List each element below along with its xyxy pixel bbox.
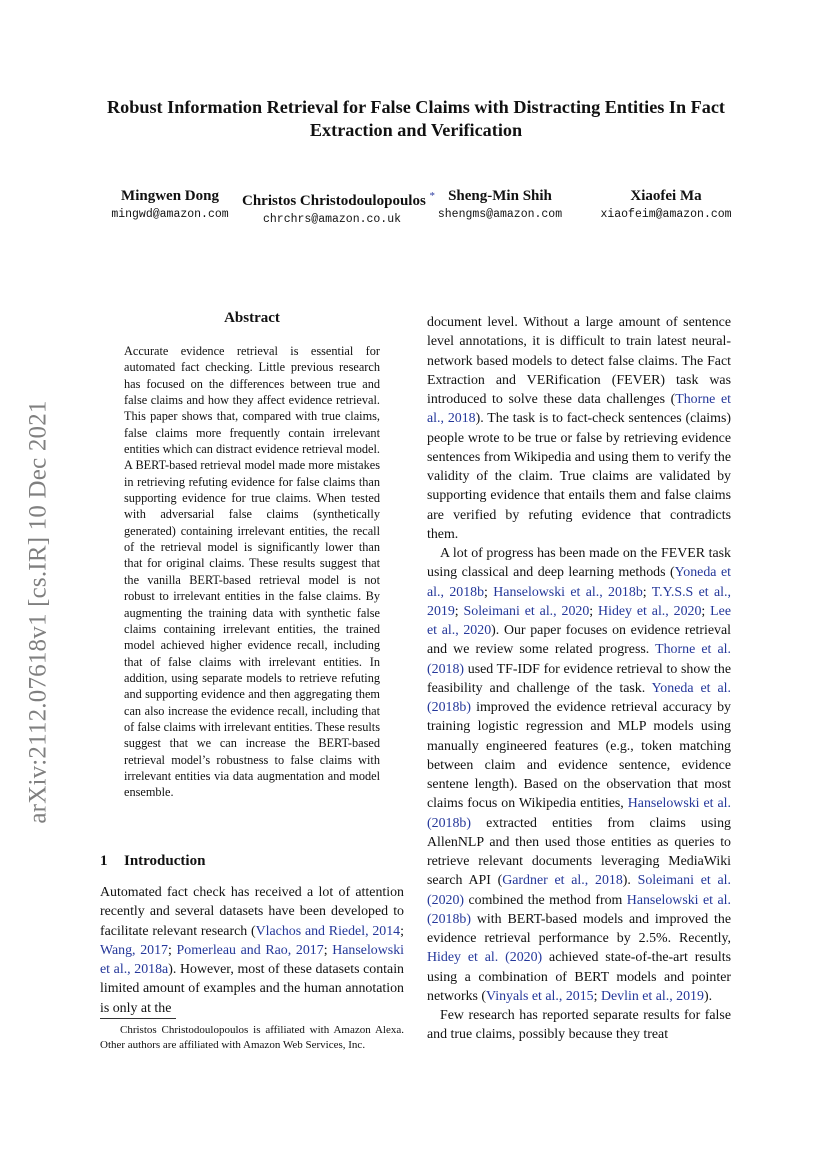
citation-link[interactable]: T.Y.S.S et al., 2019 [427,584,731,619]
intro-left-column [100,883,404,1018]
citation-link[interactable]: Soleimani et al. (2020) [427,873,731,908]
citation-link[interactable]: Vlachos and Riedel, 2014 [255,923,401,939]
paragraph-text: ; [589,603,599,619]
author-email: mingwd@amazon.com [111,208,229,221]
author-email: xiaofeim@amazon.com [600,208,732,221]
citation-link[interactable]: Wang, 2017 [100,942,168,958]
citation-link[interactable]: Yoneda et al., 2018b [427,565,731,600]
intro-paragraph-3 [427,1006,731,1045]
paragraph-text: ). Our paper focuses on evidence retrieval and we review some related progress. [427,623,731,658]
paragraph-text: Automated fact check has received a lot of attention recently and several datasets have been developed to facilitate relevant research ( [100,885,404,939]
citation-link[interactable]: Devlin et al., 2019 [600,988,704,1004]
intro-paragraph-1 [100,883,404,1018]
author-3 [428,186,572,224]
paragraph-text: document level. Without a large amount of sentence level annotations, it is difficult to train latest neural-network based models to detect false claims. The Fact Extraction and VERification (FEVER) task was introduced to solve these data challenges ( [427,315,731,407]
paragraph-text: ; [454,603,464,619]
section-heading-introduction [100,853,205,870]
paragraph-text: ; [400,923,404,939]
footnote-marker: * [429,190,436,202]
citation-link[interactable]: Yoneda et al. (2018b) [427,680,731,715]
intro-paragraph-1-cont [427,313,731,544]
citation-link[interactable]: Hanselowski et al. (2018b) [427,796,731,831]
citation-link[interactable]: Hanselowski et al. (2018b) [427,892,731,927]
citation-link[interactable]: Hidey et al. (2020) [427,950,543,966]
paragraph-text: with BERT-based models and improved the evidence retrieval performance by 2.5%. Recently, [427,911,731,946]
citation-link[interactable]: Lee et al., 2020 [427,603,731,638]
abstract-body: Accurate evidence retrieval is essential for automated fact checking. Little previous research has focused on the differences between true and false claims and how they affect evidence retrieval. This paper shows that, compared with true claims, false claims more frequently contain irrelevant entities which can distract evidence retrieval model. A BERT-based retrieval model made more mistakes in retrieving refuting evidence for false claims than supporting evidence for true claims. When tested with adversarial false claims (synthetically generated) containing irrelevant entities, the recall of the retrieval model is significantly lower than that for original claims. These results suggest that the vanilla BERT-based retrieval model is not robust to irrelevant entities in the false claims. By augmenting the training data with synthetic false claims containing irrelevant entities, the trained model achieved higher evidence recall, including that of false claims with irrelevant entities. In addition, using separate models to retrieve refuting and supporting evidence and then aggregating them can also increase the evidence recall, including that of false claims with irrelevant entities. These results suggest that we can increase the BERT-based retrieval model’s robustness to false claims with irrelevant entities via data augmentation and model ensemble. [124,344,380,800]
author-1 [100,186,240,224]
citation-link[interactable]: Pomerleau and Rao, 2017 [176,942,324,958]
author-name: Xiaofei Ma [630,188,702,204]
paragraph-text: combined the method from [464,892,627,908]
paragraph-text: ). However, most of these datasets contain limited amount of examples and the human annotation is only at the [100,962,404,1016]
author-4 [590,186,742,224]
paragraph-text: ). [622,873,638,889]
paragraph-text: ; [323,942,333,958]
author-email: chrchrs@amazon.co.uk [262,213,402,226]
abstract-heading: Abstract [224,310,280,326]
arxiv-identifier: arXiv:2112.07618v1 [cs.IR] 10 Dec 2021 [25,400,53,824]
author-name: Christos Christodoulopoulos [242,193,426,209]
paragraph-text: extracted entities from claims using AllenNLP and then used those entities as queries to retrieve relevant documents leveraging MediaWiki search API ( [427,815,731,889]
author-email: shengms@amazon.com [437,208,563,221]
author-name: Sheng-Min Shih [448,188,552,204]
section-title: Introduction [124,853,206,869]
intro-paragraph-2 [427,544,731,1006]
paragraph-text: ; [593,988,601,1004]
citation-link[interactable]: Vinyals et al., 2015 [486,988,594,1004]
citation-link[interactable]: Thorne et al. (2018) [427,642,731,677]
citation-link[interactable]: Gardner et al., 2018 [502,873,623,889]
citation-link[interactable]: Hanselowski et al., 2018a [100,942,404,977]
citation-link[interactable]: Hanselowski et al., 2018b [493,584,643,600]
paragraph-text: ). The task is to fact-check sentences (claims) people wrote to be true or false by retrieving evidence sentences from Wikipedia and using them to verify the validity of the claim. True claims are validated by supporting evidence that entails them and false claims are verified by refuting evidence that contradicts them. [427,411,731,542]
paragraph-text: ; [642,584,652,600]
citation-link[interactable]: Thorne et al., 2018 [427,392,731,427]
paper-title: Robust Information Retrieval for False Claims with Distracting Entities In Fact Extraction and Verification [107,97,725,140]
citation-link[interactable]: Hidey et al., 2020 [598,603,702,619]
intro-right-column [427,313,731,1045]
paragraph-text: ; [168,942,177,958]
footnote-rule [100,1018,176,1019]
citation-link[interactable]: Soleimani et al., 2020 [463,603,590,619]
paragraph-text: ; [484,584,494,600]
paragraph-text: improved the evidence retrieval accuracy by training logistic regression and MLP models using manually engineered features (e.g., token matching between claim and evidence sentence, evidence sentene length). Based on the observation that most claims focus on Wikipedia entities, [427,700,731,812]
paragraph-text: ). [703,988,713,1004]
paragraph-text: used TF-IDF for evidence retrieval to show the feasibility and challenge of the task. [427,661,731,696]
paragraph-text: achieved state-of-the-art results using a combination of BERT models and pointer networks ( [427,950,731,1004]
paragraph-text: A lot of progress has been made on the FEVER task using classical and deep learning methods ( [427,546,731,581]
author-2 [242,186,436,229]
paragraph-text: ; [701,603,711,619]
author-name: Mingwen Dong [121,188,219,204]
paragraph-text: Few research has reported separate results for false and true claims, possibly because they treat [427,1008,731,1043]
footnote: Christos Christodoulopoulos is affiliated with Amazon Alexa. Other authors are affiliated with Amazon Web Services, Inc. [100,1024,404,1051]
section-number: 1 [100,853,108,869]
